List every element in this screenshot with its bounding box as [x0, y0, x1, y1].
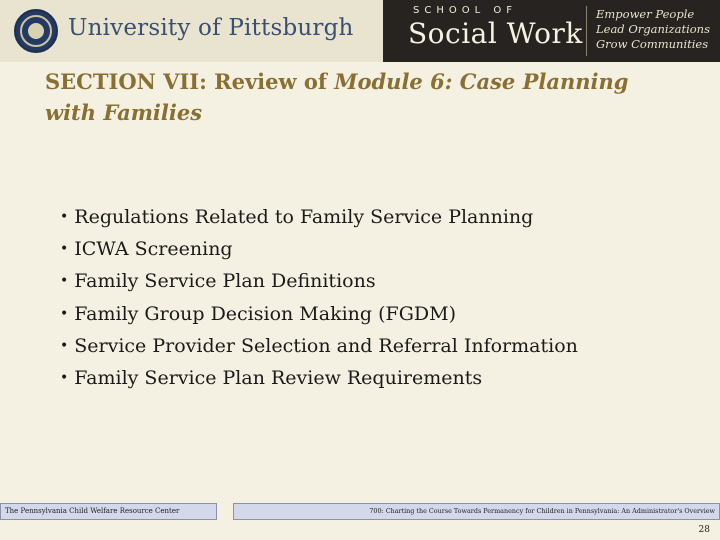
- university-name: University of Pittsburgh: [68, 15, 354, 41]
- list-item: [60, 331, 700, 363]
- school-of-social-work-logo: [383, 0, 720, 62]
- title-prefix: SECTION VII: Review of: [45, 69, 335, 94]
- footer-organization: The Pennsylvania Child Welfare Resource Center: [0, 503, 217, 520]
- tagline-line-2: Lead Organizations: [596, 22, 710, 36]
- list-item: [60, 363, 700, 395]
- bullet-icon: •: [60, 273, 69, 290]
- bullet-text: Service Provider Selection and Referral Information: [74, 334, 578, 357]
- seal-core: [28, 23, 44, 39]
- bullet-list: [60, 202, 700, 395]
- list-item: [60, 299, 700, 331]
- tagline-line-1: Empower People: [596, 7, 695, 21]
- bullet-text: Family Group Decision Making (FGDM): [74, 302, 456, 325]
- bullet-text: Family Service Plan Definitions: [74, 270, 376, 293]
- list-item: [60, 266, 700, 298]
- school-tagline: [596, 7, 710, 52]
- list-item: [60, 234, 700, 266]
- list-item: [60, 202, 700, 234]
- slide-header: [0, 0, 720, 62]
- bullet-text: ICWA Screening: [74, 238, 233, 261]
- title-module: Module 6: Case Planning with Families: [45, 69, 629, 125]
- slide-title: [45, 66, 685, 128]
- tagline-line-3: Grow Communities: [596, 37, 709, 51]
- bullet-text: Family Service Plan Review Requirements: [74, 367, 483, 390]
- school-name: Social Work: [408, 17, 583, 50]
- bullet-text: Regulations Related to Family Service Planning: [74, 206, 534, 228]
- school-label: SCHOOL OF: [413, 5, 517, 16]
- bullet-icon: •: [60, 305, 69, 322]
- logo-divider: [586, 6, 587, 56]
- bullet-icon: •: [60, 209, 69, 225]
- bullet-icon: •: [60, 370, 69, 387]
- pitt-seal-icon: [14, 9, 58, 53]
- page-number: 28: [698, 525, 710, 535]
- bullet-icon: •: [60, 241, 69, 258]
- bullet-icon: •: [60, 337, 69, 354]
- footer-course-title: 700: Charting the Course Towards Permanency for Children in Pennsylvania: An Administrator's Overview: [233, 503, 720, 520]
